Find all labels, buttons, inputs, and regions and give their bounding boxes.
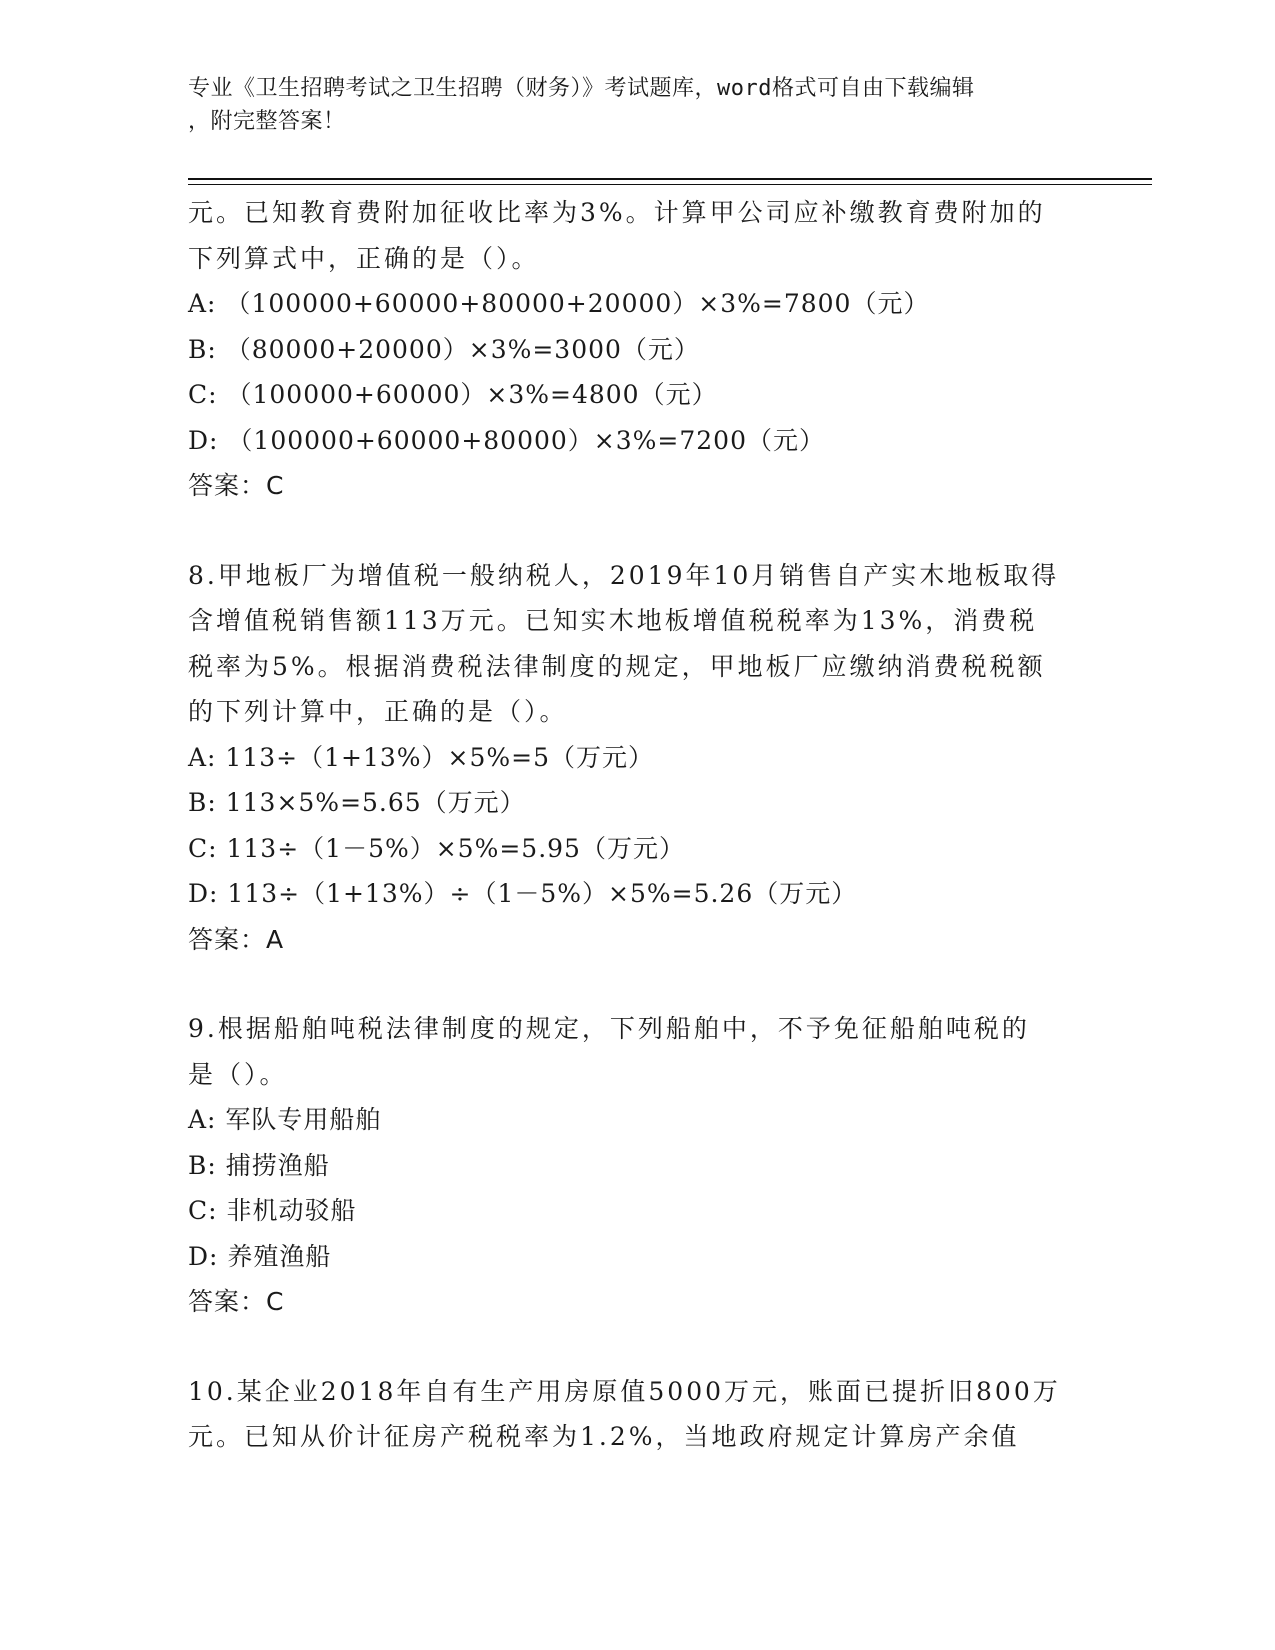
question-8-option-c: C: 113÷（1－5%）×5%=5.95（万元） — [188, 833, 685, 863]
question-8-option-d: D: 113÷（1+13%）÷（1－5%）×5%=5.26（万元） — [188, 879, 858, 908]
header-divider-thick — [188, 178, 1152, 180]
question-content — [188, 190, 1088, 1460]
question-8-stem-line-4: 的下列计算中，正确的是（）。 — [188, 697, 568, 726]
question-9-stem-line-2: 是（）。 — [188, 1059, 288, 1089]
question-8-option-a: A: 113÷（1+13%）×5%=5（万元） — [188, 742, 654, 772]
question-10-stem-line-2: 元。已知从价计征房产税税率为1.2%，当地政府规定计算房产余值 — [188, 1422, 1020, 1451]
question-9-option-d: D: 养殖渔船 — [188, 1241, 332, 1271]
question-7-stem-line-2: 下列算式中，正确的是（）。 — [188, 243, 540, 273]
question-8-stem-line-3: 税率为5%。根据消费税法律制度的规定，甲地板厂应缴纳消费税税额 — [188, 651, 1046, 681]
question-7-answer: 答案：C — [188, 471, 285, 500]
header-divider-thin — [188, 184, 1152, 185]
question-8-stem-line-1: 8.甲地板厂为增值税一般纳税人，2019年10月销售自产实木地板取得 — [188, 560, 1060, 590]
question-9-option-c: C: 非机动驳船 — [188, 1196, 357, 1225]
question-spacer — [188, 509, 1088, 553]
question-10-stem-line-1: 10.某企业2018年自有生产用房原值5000万元，账面已提折旧800万 — [188, 1376, 1061, 1406]
header-line-1: 专业《卫生招聘考试之卫生招聘（财务）》考试题库，word格式可自由下载编辑 — [188, 76, 975, 101]
question-7-option-b: B: （80000+20000）×3%=3000（元） — [188, 334, 700, 364]
question-8-option-b: B: 113×5%=5.65（万元） — [188, 788, 526, 817]
page-header — [188, 72, 1088, 138]
question-8-stem-line-2: 含增值税销售额113万元。已知实木地板增值税税率为13%，消费税 — [188, 606, 1038, 635]
question-7-option-d: D: （100000+60000+80000）×3%=7200（元） — [188, 425, 825, 455]
question-8 — [188, 553, 1088, 963]
question-7-option-c: C: （100000+60000）×3%=4800（元） — [188, 380, 718, 409]
question-7-stem-line-1: 元。已知教育费附加征收比率为3%。计算甲公司应补缴教育费附加的 — [188, 198, 1046, 227]
question-9-option-a: A: 军队专用船舶 — [188, 1105, 382, 1134]
question-9-stem-line-1: 9.根据船舶吨税法律制度的规定，下列船舶中，不予免征船舶吨税的 — [188, 1014, 1030, 1043]
question-9 — [188, 1006, 1088, 1325]
question-9-answer: 答案：C — [188, 1287, 285, 1316]
question-10 — [188, 1369, 1088, 1460]
question-spacer — [188, 1325, 1088, 1369]
question-9-option-b: B: 捕捞渔船 — [188, 1150, 330, 1180]
question-7-option-a: A: （100000+60000+80000+20000）×3%=7800（元） — [188, 289, 930, 318]
question-spacer — [188, 962, 1088, 1006]
question-8-answer: 答案：A — [188, 924, 285, 954]
header-line-2: ，附完整答案！ — [188, 109, 346, 134]
question-7 — [188, 190, 1088, 509]
